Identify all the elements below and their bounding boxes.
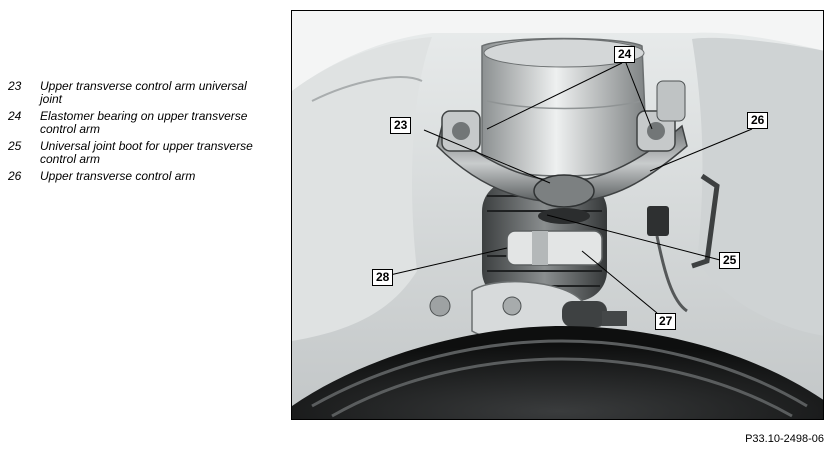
callout-27: 27: [655, 313, 676, 330]
axle-boot: [562, 301, 607, 327]
suspension-drawing: [292, 11, 824, 420]
legend-number: 24: [8, 109, 22, 123]
bearing-bore-left: [452, 122, 470, 140]
legend-number: 26: [8, 169, 22, 183]
legend-item-24: [8, 110, 268, 136]
cable-clip: [602, 311, 627, 326]
legend-description: Upper transverse control arm: [40, 169, 196, 183]
legend: [8, 80, 268, 187]
mount-bolt: [430, 296, 450, 316]
legend-description: Elastomer bearing on upper transverse control arm: [40, 109, 248, 136]
callout-28: 28: [372, 269, 393, 286]
legend-number: 23: [8, 79, 22, 93]
callout-26: 26: [747, 112, 768, 129]
legend-item-23: [8, 80, 268, 106]
legend-item-25: [8, 140, 268, 166]
legend-description: Upper transverse control arm universal joint: [40, 79, 247, 106]
ball-joint-boot: [538, 208, 590, 224]
callout-25: 25: [719, 252, 740, 269]
suspension-illustration: [291, 10, 824, 420]
legend-item-26: [8, 170, 268, 183]
callout-23: 23: [390, 117, 411, 134]
knuckle-bolt: [503, 297, 521, 315]
figure-reference: P33.10-2498-06: [745, 433, 824, 445]
sensor-connector: [647, 206, 669, 236]
bearing-bore-right: [647, 122, 665, 140]
upper-mount-bracket: [657, 81, 685, 121]
legend-description: Universal joint boot for upper transverse control arm: [40, 139, 253, 166]
stabilizer-bracket: [507, 231, 602, 265]
legend-number: 25: [8, 139, 22, 153]
bracket-clamp: [532, 231, 548, 265]
callout-24: 24: [614, 46, 635, 63]
